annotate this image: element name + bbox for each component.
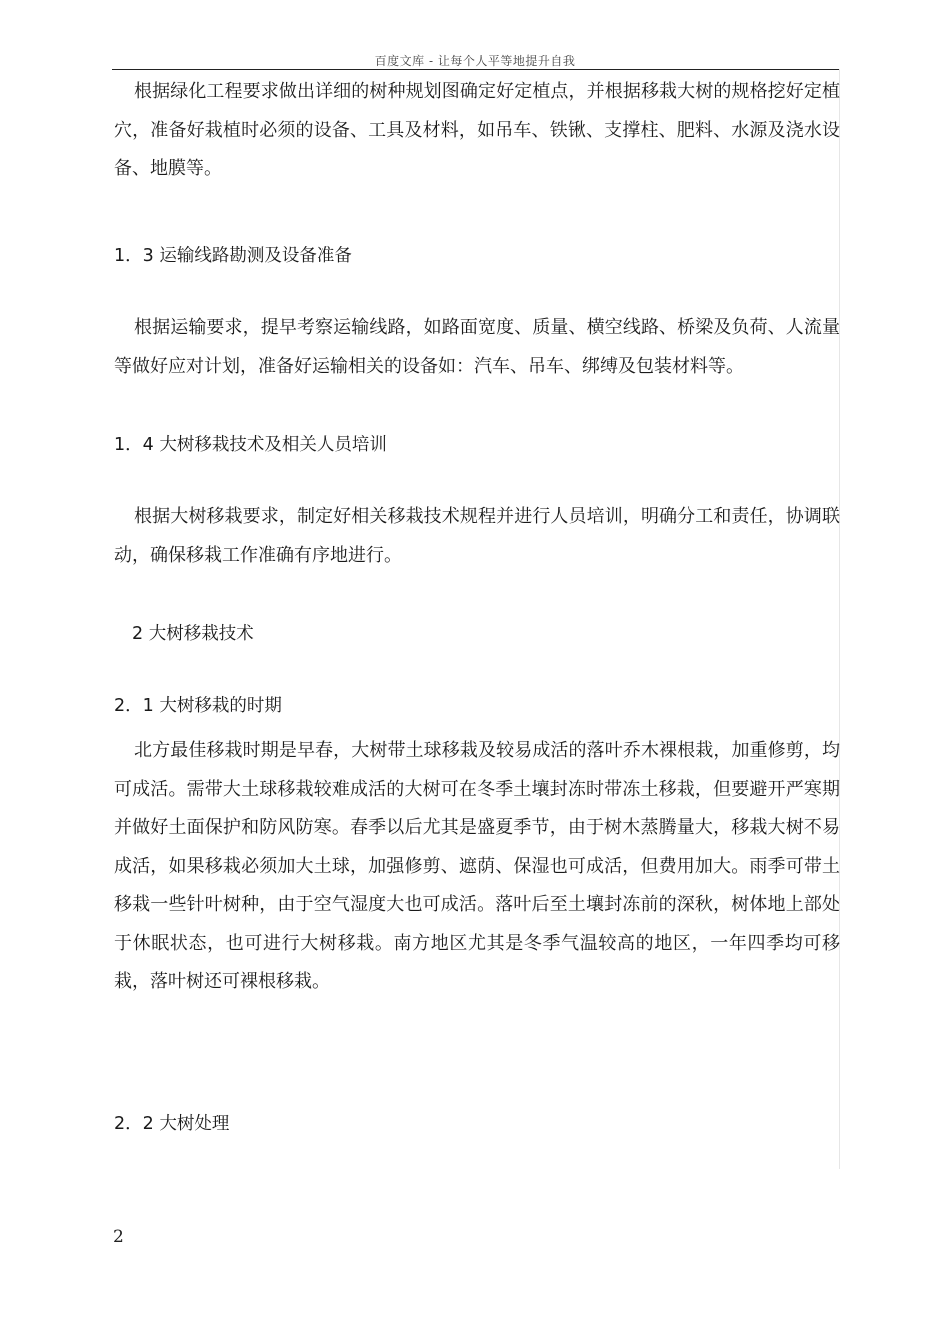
section-heading-2-2 bbox=[114, 1112, 840, 1136]
heading-text: 1．4 大树移栽技术及相关人员培训 bbox=[114, 435, 387, 455]
paragraph-transport-route bbox=[114, 309, 840, 386]
page-number: 2 bbox=[113, 1227, 124, 1247]
section-heading-2-1 bbox=[114, 694, 840, 718]
heading-text: 2．2 大树处理 bbox=[114, 1114, 230, 1134]
section-heading-2 bbox=[132, 622, 858, 646]
right-margin-line bbox=[839, 69, 840, 1169]
section-heading-1-3 bbox=[114, 244, 840, 268]
paragraph-text: 根据大树移栽要求，制定好相关移栽技术规程并进行人员培训，明确分工和责任，协调联动，确保移栽工作准确有序地进行。 bbox=[114, 506, 840, 566]
heading-text: 2．1 大树移栽的时期 bbox=[114, 696, 282, 716]
header-divider bbox=[112, 69, 840, 70]
section-heading-1-4 bbox=[114, 433, 840, 457]
paragraph-staff-training bbox=[114, 498, 840, 575]
heading-text: 2 大树移栽技术 bbox=[132, 624, 254, 644]
paragraph-text: 根据运输要求，提早考察运输线路，如路面宽度、质量、横空线路、桥梁及负荷、人流量等做好应对计划，准备好运输相关的设备如：汽车、吊车、绑缚及包装材料等。 bbox=[114, 317, 840, 377]
paragraph-text: 根据绿化工程要求做出详细的树种规划图确定好定植点，并根据移栽大树的规格挖好定植穴，准备好栽植时必须的设备、工具及材料，如吊车、铁锹、支撑柱、肥料、水源及浇水设备、地膜等。 bbox=[114, 81, 840, 179]
paragraph-transplant-period bbox=[114, 732, 840, 1002]
paragraph-planting-preparation bbox=[114, 73, 840, 189]
page-header: 百度文库 - 让每个人平等地提升自我 bbox=[374, 54, 576, 68]
paragraph-text: 北方最佳移栽时期是早春，大树带土球移栽及较易成活的落叶乔木裸根栽，加重修剪，均可成活。需带大土球移栽较难成活的大树可在冬季土壤封冻时带冻土移栽，但要避开严寒期并做好土面保护和防风防寒。春季以后尤其是盛夏季节，由于树木蒸腾量大，移栽大树不易成活，如果移栽必须加大土球，加强修剪、遮荫、保湿也可成活，但费用加大。雨季可带土移栽一些针叶树种，由于空气湿度大也可成活。落叶后至土壤封冻前的深秋，树体地上部处于休眠状态，也可进行大树移栽。南方地区尤其是冬季气温较高的地区，一年四季均可移栽，落叶树还可裸根移栽。 bbox=[114, 740, 840, 992]
heading-text: 1．3 运输线路勘测及设备准备 bbox=[114, 246, 352, 266]
